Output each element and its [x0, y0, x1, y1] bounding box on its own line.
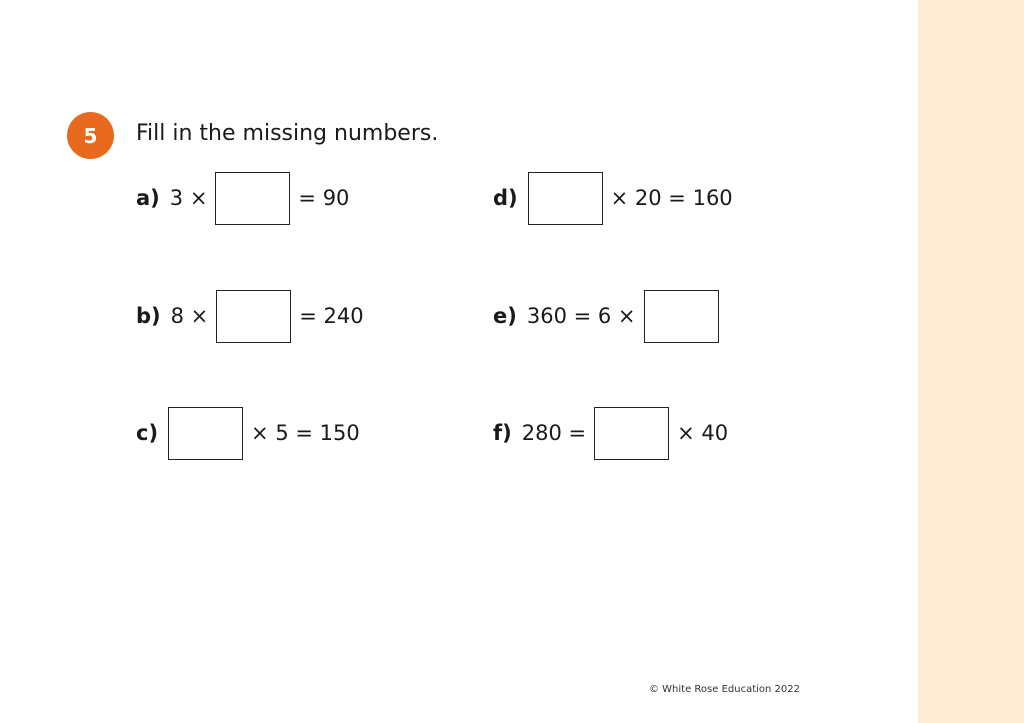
question-number-badge — [67, 112, 114, 159]
item-text-before: 8 × — [170, 304, 209, 328]
item-f — [493, 405, 728, 461]
item-label: e) — [493, 304, 517, 328]
item-text-before: 360 = 6 × — [526, 304, 636, 328]
item-e — [493, 288, 719, 344]
answer-box[interactable] — [594, 407, 669, 460]
item-label: d) — [493, 186, 518, 210]
item-label: c) — [136, 421, 159, 445]
answer-box[interactable] — [168, 407, 243, 460]
item-text-after: = 240 — [299, 304, 364, 328]
item-c — [136, 405, 360, 461]
item-label: a) — [136, 186, 160, 210]
item-label: f) — [493, 421, 512, 445]
answer-box[interactable] — [215, 172, 290, 225]
item-text-before: 3 × — [169, 186, 208, 210]
item-label: b) — [136, 304, 161, 328]
side-strip — [918, 0, 1024, 723]
item-d — [493, 170, 733, 226]
question-instruction: Fill in the missing numbers. — [136, 121, 439, 146]
item-text-after: × 40 — [677, 421, 729, 445]
item-text-after: = 90 — [298, 186, 350, 210]
item-text-after: × 5 = 150 — [251, 421, 360, 445]
question-number: 5 — [83, 123, 98, 148]
answer-box[interactable] — [644, 290, 719, 343]
copyright-notice: © White Rose Education 2022 — [648, 684, 800, 695]
answer-box[interactable] — [528, 172, 603, 225]
answer-box[interactable] — [216, 290, 291, 343]
item-text-before: 280 = — [521, 421, 587, 445]
item-a — [136, 170, 349, 226]
item-text-after: × 20 = 160 — [610, 186, 733, 210]
item-b — [136, 288, 364, 344]
